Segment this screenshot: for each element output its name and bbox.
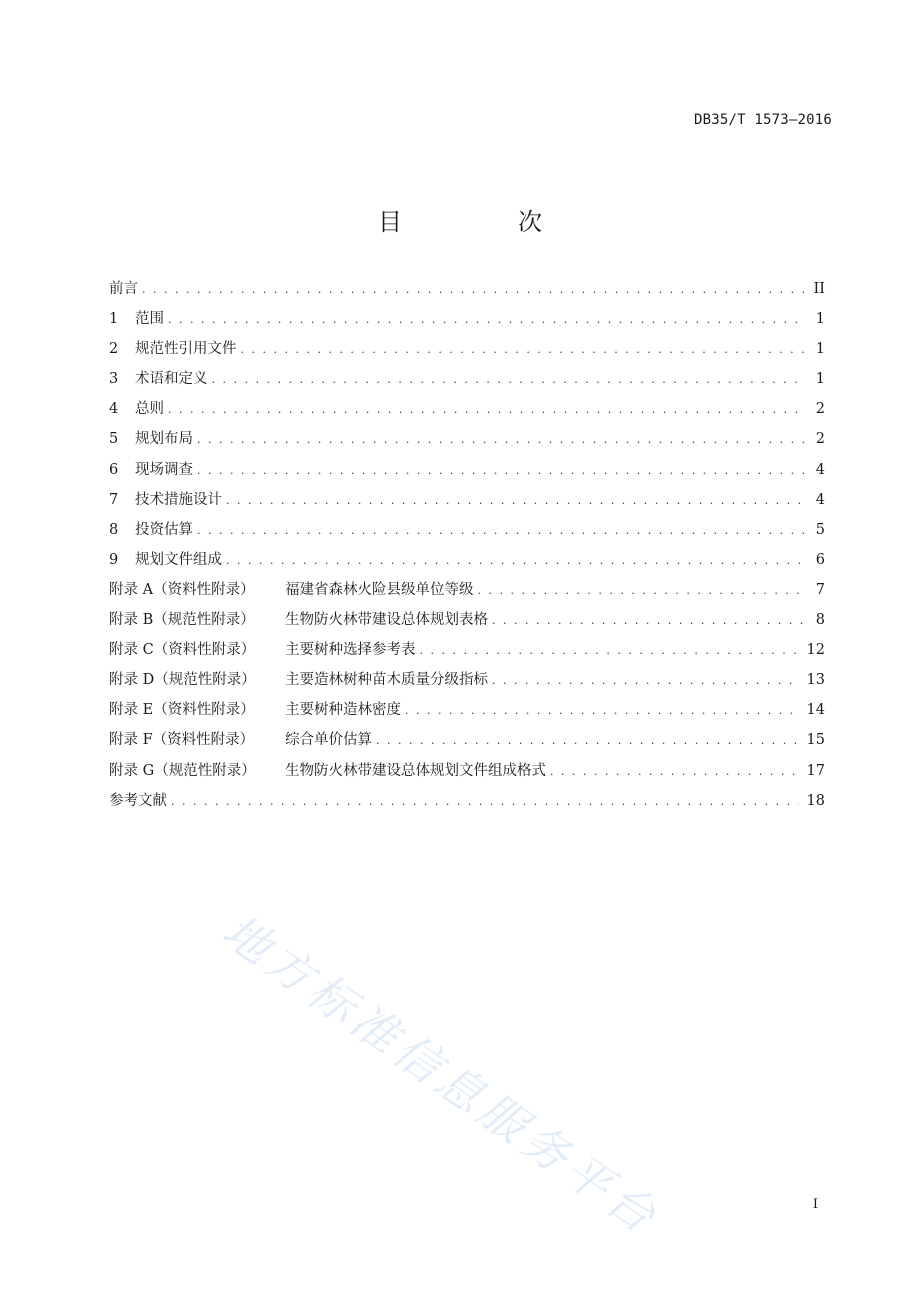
toc-entry-2[interactable] [109,337,825,367]
toc-entry-label: 现场调查 [135,461,193,478]
dot-leader [241,343,806,356]
toc-entry-label: 前言 [109,281,138,297]
toc-entry-appendix-g[interactable] [109,759,825,789]
dot-leader [226,554,805,567]
toc-entry-page: 17 [806,762,825,779]
toc-entry-label: 投资估算 [135,521,193,538]
dot-leader [550,765,799,778]
toc-entry-page: 13 [806,672,825,689]
toc-entry-number: 7 [109,491,119,508]
toc-entry-label: 范围 [135,311,164,328]
toc-entry-label: 规划布局 [135,431,193,448]
dot-leader [376,734,799,747]
dot-leader [142,283,805,296]
toc-entry-page: 12 [806,642,825,659]
dot-leader [197,524,805,537]
dot-leader [478,584,806,597]
dot-leader [168,313,805,326]
toc-entry-page: 1 [815,341,825,358]
toc-entry-label: 福建省森林火险县级单位等级 [285,581,474,598]
dot-leader [420,644,799,657]
toc-entry-3[interactable] [109,367,825,397]
toc-entry-4[interactable] [109,397,825,427]
dot-leader [171,795,799,808]
toc-entry-number: 5 [109,431,119,448]
dot-leader [226,494,805,507]
toc-entry-appendix-a[interactable] [109,578,825,608]
toc-entry-number: 9 [109,551,119,568]
toc-entry-number: 1 [109,311,119,328]
dot-leader [197,433,805,446]
toc-entry-page: 4 [815,461,825,478]
toc-appendix-tag: 附录 G（规范性附录） [109,762,256,779]
toc-entry-number: 6 [109,461,119,478]
toc-entry-appendix-d[interactable] [109,668,825,698]
toc-entry-9[interactable] [109,548,825,578]
toc-entry-label: 规划文件组成 [135,551,222,568]
toc-entry-number: 3 [109,371,119,388]
toc-entry-label: 参考文献 [109,792,167,809]
dot-leader [212,373,806,386]
dot-leader [197,464,805,477]
watermark: 地方标准信息服务平台 [212,903,670,1246]
toc-entry-label: 生物防火林带建设总体规划表格 [285,612,488,629]
toc-entry-5[interactable] [109,427,825,457]
toc-entry-label: 主要树种选择参考表 [285,642,416,659]
toc-appendix-tag: 附录 E（资料性附录） [109,702,255,719]
toc-entry-page: 5 [815,521,825,538]
toc-appendix-tag: 附录 F（资料性附录） [109,732,255,749]
toc-entry-page: 14 [806,702,825,719]
toc-entry-label: 综合单价估算 [285,732,372,749]
dot-leader [492,674,799,687]
toc-entry-label: 技术措施设计 [135,491,222,508]
toc-appendix-tag: 附录 D（规范性附录） [109,672,256,689]
toc-entry-appendix-e[interactable] [109,698,825,728]
toc-entry-page: II [813,281,825,297]
dot-leader [492,614,805,627]
table-of-contents [109,277,825,819]
toc-appendix-tag: 附录 C（资料性附录） [109,642,256,659]
toc-title: 目 次 [378,208,588,236]
toc-appendix-tag: 附录 A（资料性附录） [109,581,255,598]
toc-entry-number: 2 [109,341,119,358]
toc-entry-number: 4 [109,401,119,418]
toc-entry-1[interactable] [109,307,825,337]
toc-entry-label: 规范性引用文件 [135,341,237,358]
toc-entry-label: 术语和定义 [135,371,208,388]
document-code: DB35/T 1573—2016 [693,112,832,128]
toc-entry-page: 2 [815,401,825,418]
dot-leader [168,403,805,416]
toc-entry-page: 7 [815,581,825,598]
toc-entry-page: 1 [815,311,825,328]
toc-entry-page: 2 [815,431,825,448]
toc-entry-references[interactable] [109,789,825,819]
dot-leader [405,704,799,717]
toc-entry-appendix-b[interactable] [109,608,825,638]
toc-entry-label: 生物防火林带建设总体规划文件组成格式 [285,762,546,779]
toc-entry-6[interactable] [109,458,825,488]
toc-entry-foreword[interactable] [109,277,825,307]
toc-appendix-tag: 附录 B（规范性附录） [109,612,255,629]
toc-entry-appendix-f[interactable] [109,728,825,758]
toc-entry-page: 18 [806,792,825,809]
toc-entry-number: 8 [109,521,119,538]
toc-entry-page: 4 [815,491,825,508]
toc-entry-page: 6 [815,551,825,568]
toc-entry-label: 主要造林树种苗木质量分级指标 [285,672,488,689]
toc-entry-appendix-c[interactable] [109,638,825,668]
toc-entry-label: 主要树种造林密度 [285,702,401,719]
toc-entry-page: 15 [806,732,825,749]
toc-entry-8[interactable] [109,518,825,548]
toc-entry-page: 1 [815,371,825,388]
toc-entry-label: 总则 [135,401,164,418]
toc-entry-page: 8 [815,612,825,629]
page-number: I [812,1197,818,1212]
toc-entry-7[interactable] [109,488,825,518]
